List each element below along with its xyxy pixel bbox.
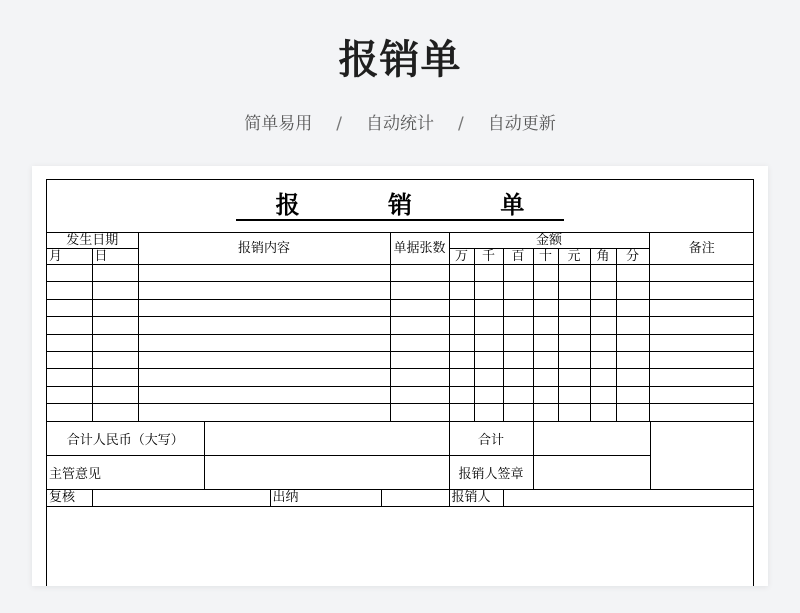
claimant-label: 报销人: [449, 490, 503, 507]
header-date: 发生日期: [47, 233, 138, 249]
expense-table: [47, 233, 754, 422]
remarks-field[interactable]: [650, 422, 754, 490]
page-title: 报销单: [338, 37, 462, 83]
claimant-sign-label: 报销人签章: [449, 455, 533, 489]
table-row: [47, 282, 754, 299]
table-row: [47, 404, 754, 421]
header-digit: 百: [503, 249, 533, 265]
form-title: 报 销 单: [47, 180, 753, 233]
header-day: 日: [92, 249, 138, 265]
supervisor-label: 主管意见: [47, 455, 204, 489]
reviewer-field[interactable]: [92, 490, 270, 507]
separator: /: [336, 114, 342, 134]
table-row: [47, 317, 754, 334]
signature-table: [47, 490, 754, 507]
feature-auto-update: 自动更新: [487, 114, 556, 134]
header-digit: 千: [474, 249, 503, 265]
table-row: [47, 265, 754, 282]
table-row: [47, 386, 754, 403]
header-digit: 分: [616, 249, 649, 265]
header-remarks: 备注: [649, 233, 754, 265]
reimbursement-form: [46, 179, 754, 586]
header-digit: 万: [449, 249, 474, 265]
total-label: 合计: [449, 422, 533, 456]
reviewer-label: 复核: [47, 490, 92, 507]
claimant-field[interactable]: [503, 490, 754, 507]
table-row: [47, 369, 754, 386]
header-digit: 十: [533, 249, 558, 265]
header-amount: 金额: [449, 233, 649, 249]
claimant-sign-field[interactable]: [533, 455, 650, 489]
table-row: [47, 299, 754, 316]
summary-table: [47, 422, 754, 490]
separator: /: [458, 114, 464, 134]
table-row: [47, 334, 754, 351]
header-receipts: 单据张数: [390, 233, 449, 265]
feature-auto-stats: 自动统计: [366, 114, 434, 134]
form-sheet: [32, 166, 768, 586]
supervisor-field[interactable]: [204, 455, 449, 489]
total-rmb-label: 合计人民币（大写）: [47, 422, 204, 456]
feature-easy: 简单易用: [244, 114, 313, 134]
header-digit: 角: [590, 249, 616, 265]
total-field[interactable]: [533, 422, 650, 456]
header-digit: 元: [558, 249, 590, 265]
total-rmb-field[interactable]: [204, 422, 449, 456]
header-month: 月: [47, 249, 92, 265]
cashier-label: 出纳: [270, 490, 381, 507]
header-content: 报销内容: [138, 233, 390, 265]
table-row: [47, 351, 754, 368]
feature-list: [0, 112, 800, 136]
cashier-field[interactable]: [381, 490, 449, 507]
